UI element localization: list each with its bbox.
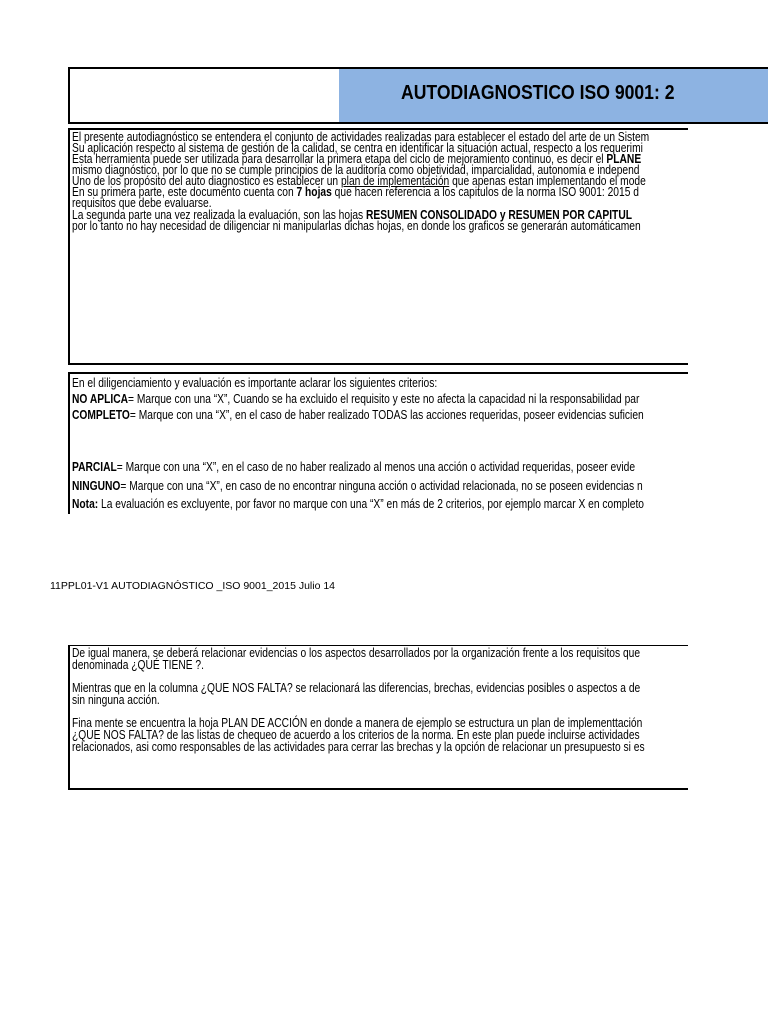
criterion-no-aplica: NO APLICA= Marque con una “X”, Cuando se ha excluido el requisito y este no afecta la capacidad ni la responsabilidad par xyxy=(72,392,640,406)
intro-section xyxy=(68,128,688,365)
intro-line-2: Su aplicación respecto al sistema de gestión de la calidad, se centra en identificar la situación actual, respecto a los requerimi xyxy=(72,141,643,155)
criterion-parcial: PARCIAL= Marque con una “X”, en el caso de no haber realizado al menos una acción o actividad requeridas, poseer evide xyxy=(72,460,636,474)
intro-line-7: requisitos que debe evaluarse. xyxy=(72,196,212,210)
evidence-section xyxy=(68,645,688,790)
evidence-line-7: relacionados, asi como responsables de las actividades para cerrar las brechas y la opción de relacionar un presupuesto si es xyxy=(72,740,645,754)
header-logo-cell xyxy=(68,67,340,124)
evidence-line-2: denominada ¿QUÉ TIENE ?. xyxy=(72,658,204,672)
intro-line-1: El presente autodiagnóstico se entendera el conjunto de actividades realizadas para establecer el estado del arte de un Sistem xyxy=(72,130,650,144)
page-title: AUTODIAGNOSTICO ISO 9001: 2 xyxy=(401,82,675,104)
evidence-line-1: De igual manera, se deberá relacionar evidencias o los aspectos desarrollados por la organización frente a los requisitos que xyxy=(72,646,641,660)
criteria-section xyxy=(68,372,688,514)
intro-line-3: Esta herramienta puede ser utilizada para desarrollar la primera etapa del ciclo de mejoramiento continuo, es decir el PLANE xyxy=(72,152,642,166)
plan-implementacion-link: plan de implementación xyxy=(340,174,450,188)
criteria-note: Nota: La evaluación es excluyente, por favor no marque con una “X” en más de 2 criterios, por ejemplo marcar X en completo xyxy=(72,497,645,511)
header-title-cell xyxy=(339,67,768,124)
intro-line-9: por lo tanto no hay necesidad de diligenciar ni manipularlas dichas hojas, en donde los graficos se generarán automáticamen xyxy=(72,219,641,233)
document-code-footer: 11PPL01-V1 AUTODIAGNÓSTICO _ISO 9001_2015 Julio 14 xyxy=(50,580,336,592)
criteria-intro: En el diligenciamiento y evaluación es importante aclarar los siguientes criterios: xyxy=(72,376,438,390)
evidence-line-5: Fina mente se encuentra la hoja PLAN DE ACCIÓN en donde a manera de ejemplo se estructura un plan de implementtación xyxy=(72,716,643,730)
intro-line-4: mismo diagnóstico, por lo que no se cumple principios de la auditoría como objetividad, imparcialidad, autonomía e independ xyxy=(72,163,640,177)
evidence-line-4: sin ninguna acción. xyxy=(72,693,160,707)
criterion-completo: COMPLETO= Marque con una “X”, en el caso de haber realizado TODAS las acciones requeridas, poseer evidencias suficien xyxy=(72,408,644,422)
intro-line-5: Uno de los propósito del auto diagnostico es establecer un plan de implementación que apenas estan implementando el mode xyxy=(72,174,646,188)
criterion-ninguno: NINGUNO= Marque con una “X”, en caso de no encontrar ninguna acción o actividad relacionada, no se poseen evidencias n xyxy=(72,479,643,493)
evidence-line-6: ¿QUE NOS FALTA? de las listas de chequeo de acuerdo a los criterios de la norma. En este plan puede incluirse actividades xyxy=(72,728,640,742)
evidence-line-3: Mientras que en la columna ¿QUE NOS FALTA? se relacionará las diferencias, brechas, evidencias posibles o aspectos a de xyxy=(72,681,641,695)
intro-line-8: La segunda parte una vez realizada la evaluación, son las hojas RESUMEN CONSOLIDADO y RESUMEN POR CAPITUL xyxy=(72,208,632,222)
intro-line-6: En su primera parte, este documento cuenta con 7 hojas que hacen referencia a los capitulos de la norma ISO 9001: 2015 d xyxy=(72,185,639,199)
